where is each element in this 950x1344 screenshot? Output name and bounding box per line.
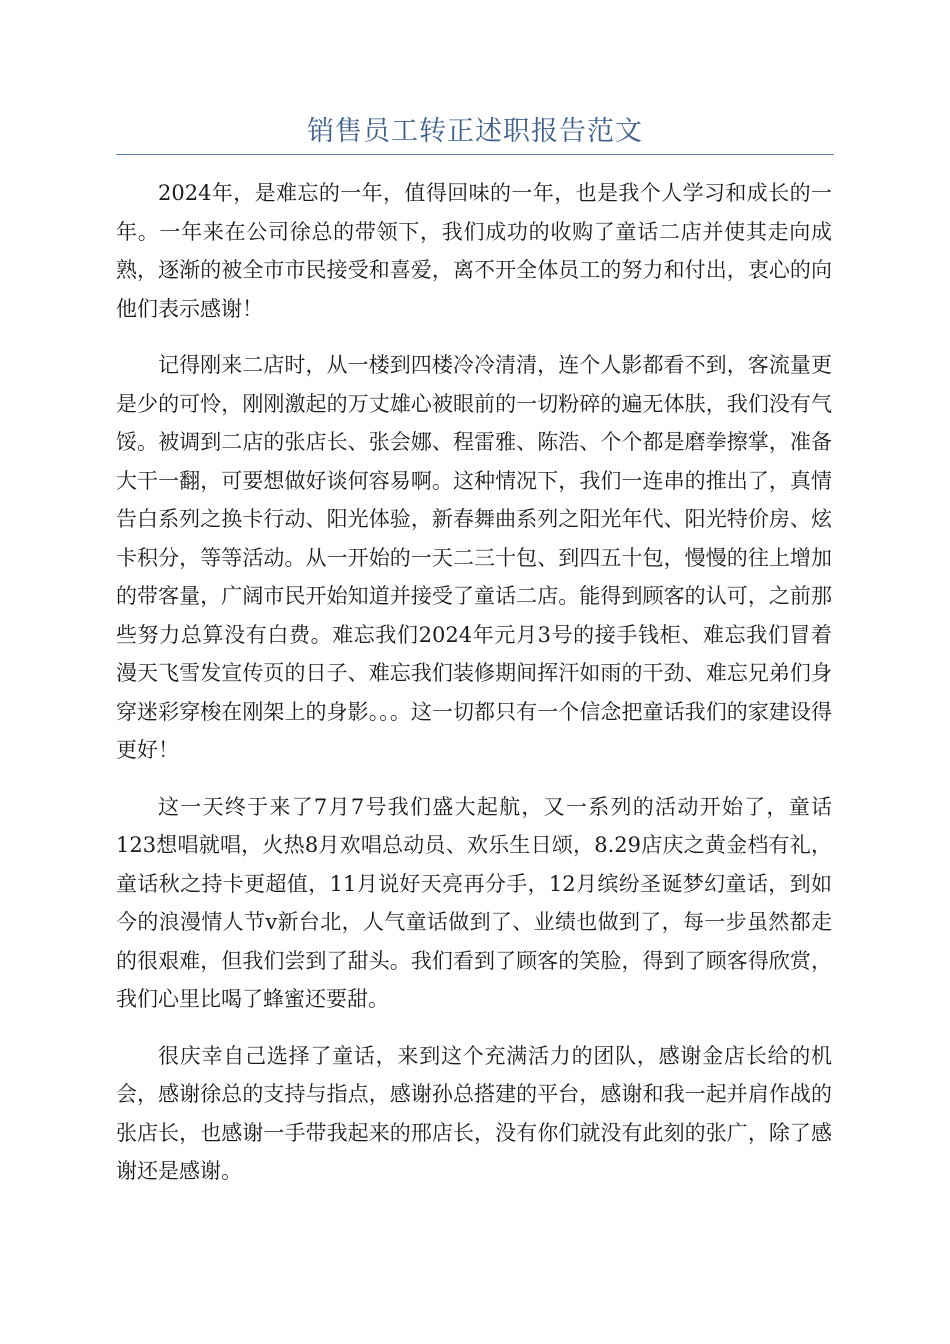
document-title: 销售员工转正述职报告范文 bbox=[307, 116, 643, 147]
paragraph-3: 这一天终于来了7月7号我们盛大起航，又一系列的活动开始了，童话123想唱就唱，火热8月欢唱总动员、欢乐生日颂，8.29店庆之黄金档有礼，童话秋之持卡更超值，11月说好天亮再分手，12月缤纷圣诞梦幻童话，到如今的浪漫情人节v新台北，人气童话做到了、业绩也做到了，每一步虽然都走的很艰难，但我们尝到了甜头。我们看到了顾客的笑脸，得到了顾客得欣赏，我们心里比喝了蜂蜜还要甜。 bbox=[116, 794, 832, 1011]
document-body bbox=[116, 174, 832, 1209]
paragraph-1: 2024年，是难忘的一年，值得回味的一年，也是我个人学习和成长的一年。一年来在公司徐总的带领下，我们成功的收购了童话二店并使其走向成熟，逐渐的被全市市民接受和喜爱，离不开全体员工的努力和付出，衷心的向他们表示感谢！ bbox=[116, 181, 832, 321]
title-underline bbox=[116, 154, 834, 155]
paragraph-2: 记得刚来二店时，从一楼到四楼冷冷清清，连个人影都看不到，客流量更是少的可怜，刚刚激起的万丈雄心被眼前的一切粉碎的遍无体肤，我们没有气馁。被调到二店的张店长、张会娜、程雷雅、陈浩、个个都是磨拳擦掌，准备大干一翻，可要想做好谈何容易啊。这种情况下，我们一连串的推出了，真情告白系列之换卡行动、阳光体验，新春舞曲系列之阳光年代、阳光特价房、炫卡积分，等等活动。从一开始的一天二三十包、到四五十包，慢慢的往上增加的带客量，广阔市民开始知道并接受了童话二店。能得到顾客的认可，之前那些努力总算没有白费。难忘我们2024年元月3号的接手钱柜、难忘我们冒着漫天飞雪发宣传页的日子、难忘我们装修期间挥汗如雨的干劲、难忘兄弟们身穿迷彩穿梭在刚架上的身影。。。这一切都只有一个信念把童话我们的家建设得更好！ bbox=[116, 353, 832, 762]
paragraph-4: 很庆幸自己选择了童话，来到这个充满活力的团队，感谢金店长给的机会，感谢徐总的支持与指点，感谢孙总搭建的平台，感谢和我一起并肩作战的张店长，也感谢一手带我起来的邢店长，没有你们就没有此刻的张广，除了感谢还是感谢。 bbox=[116, 1043, 832, 1183]
